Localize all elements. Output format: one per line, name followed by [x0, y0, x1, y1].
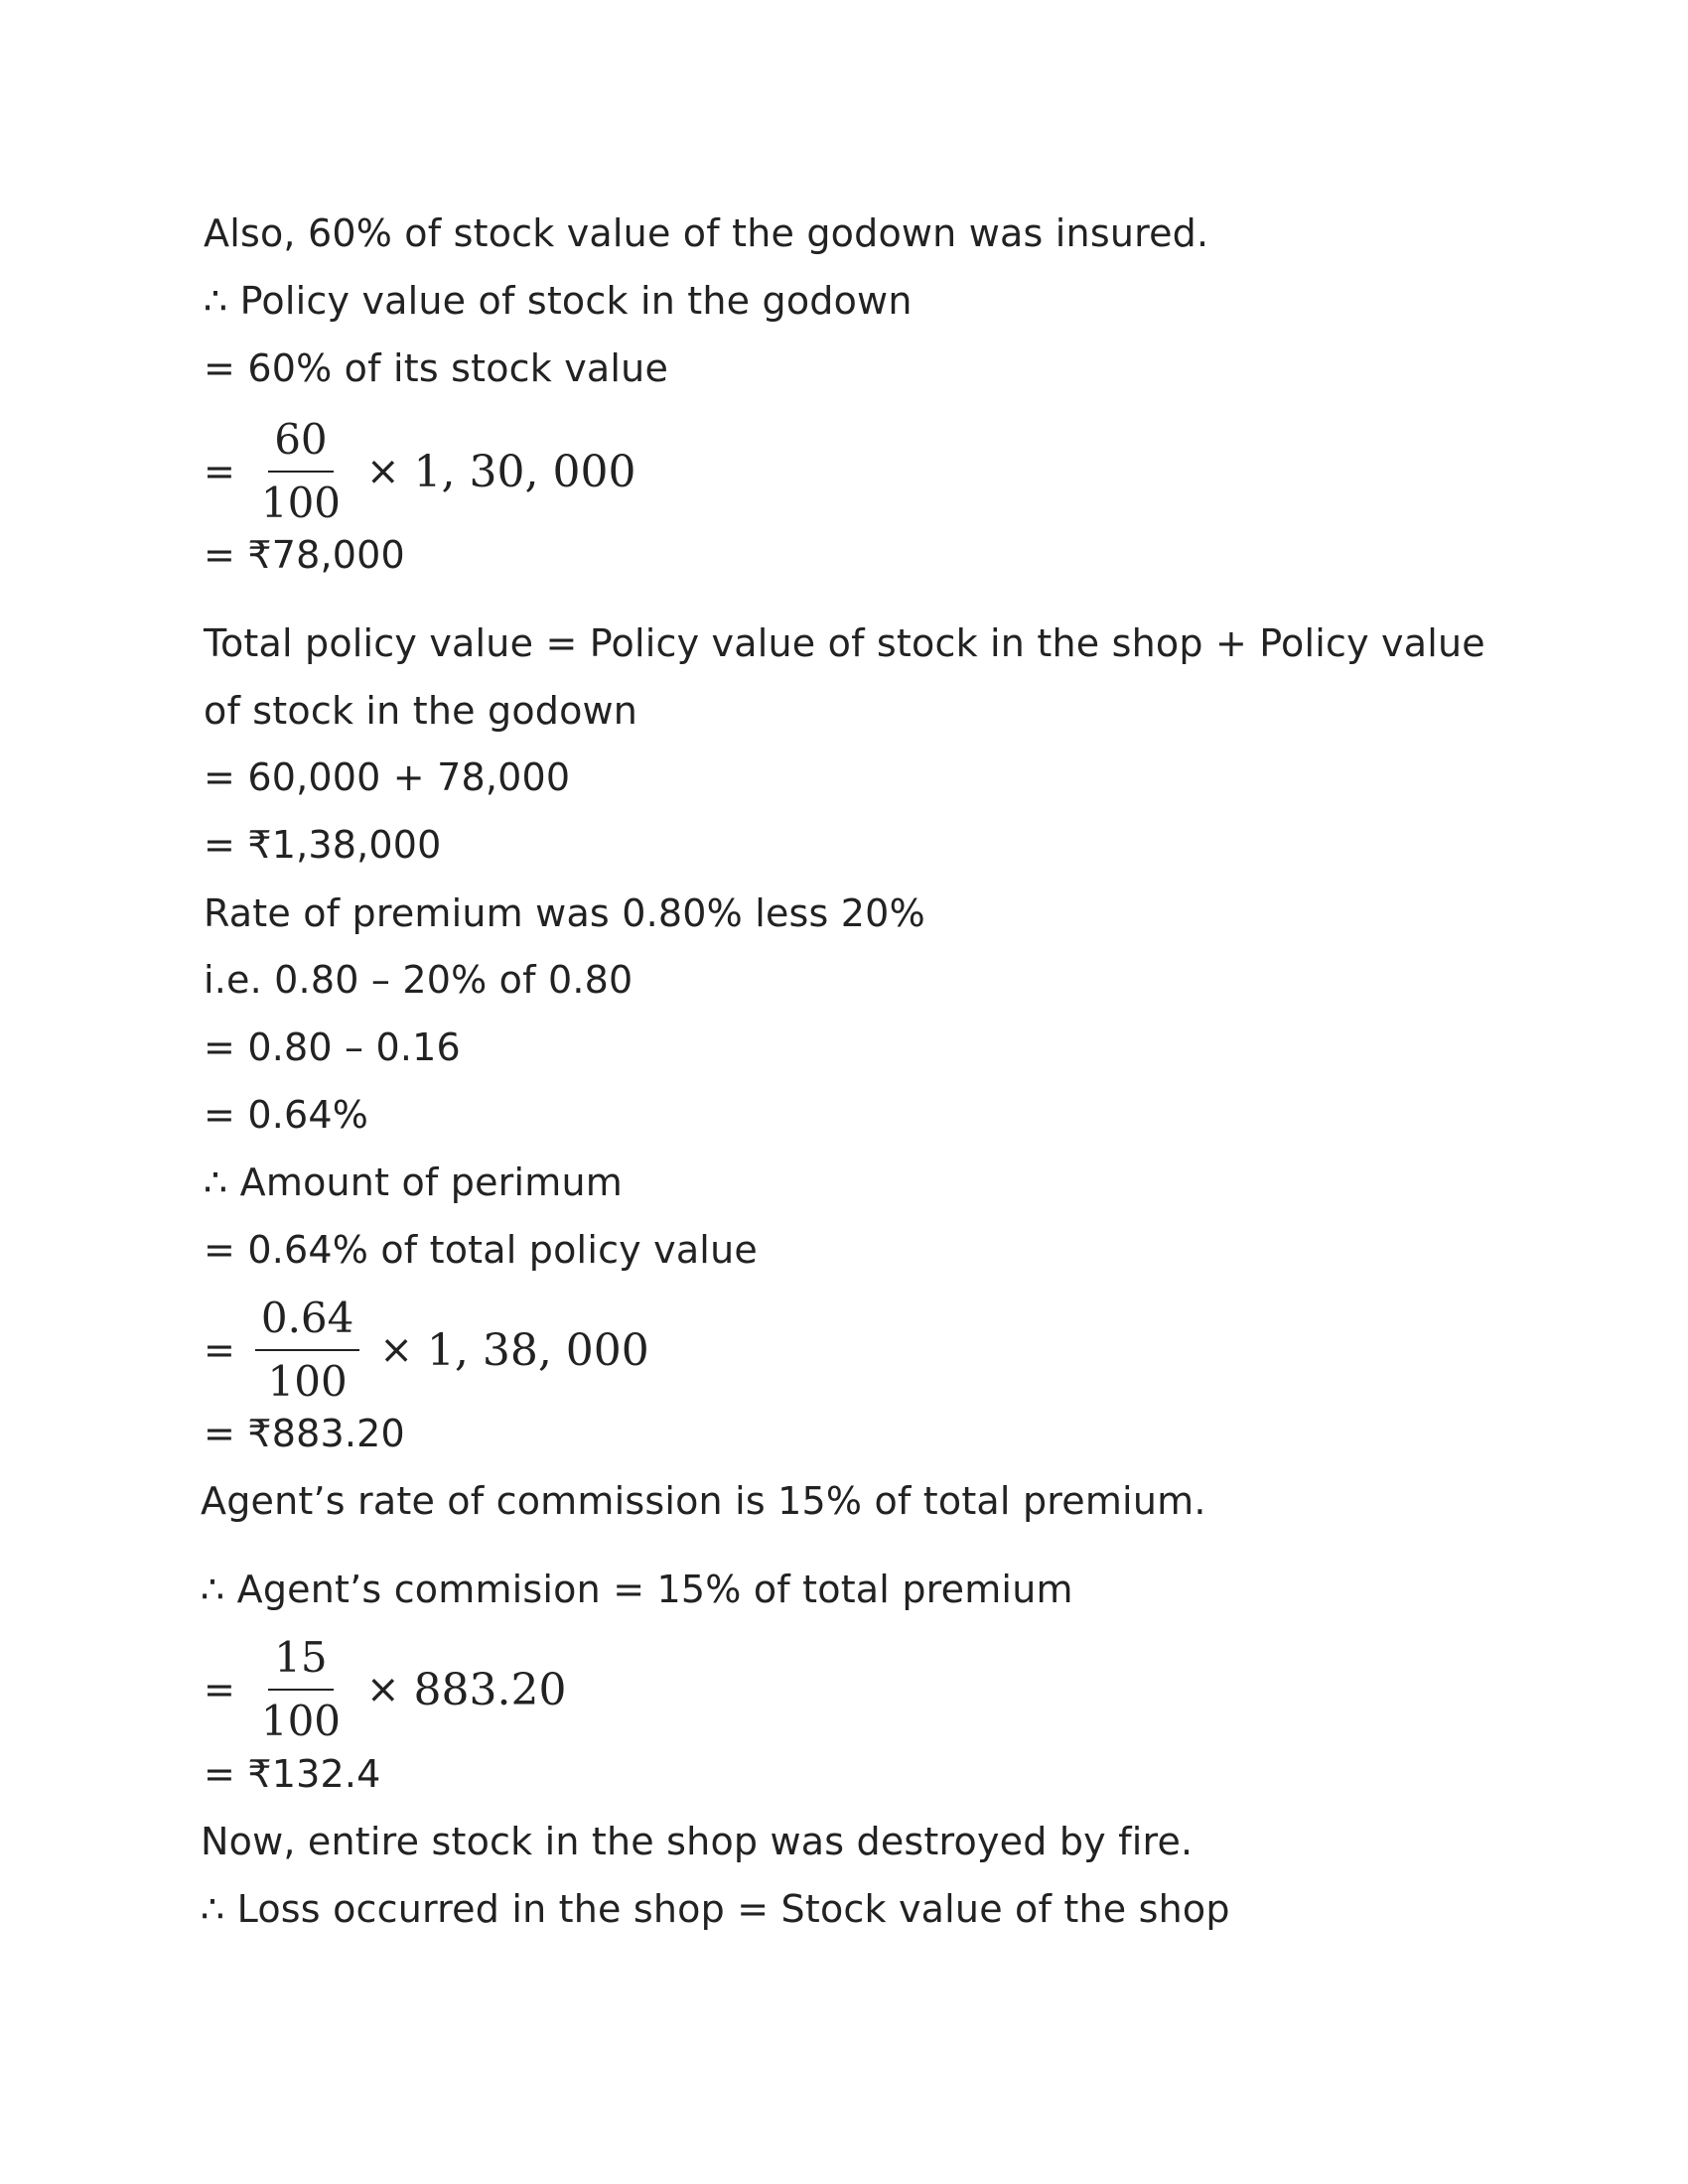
- multiplier-value: 1, 30, 000: [413, 446, 636, 497]
- text-line: ∴ Loss occurred in the shop = Stock value of the shop: [201, 1887, 1230, 1931]
- text-line: = ₹132.4: [204, 1752, 381, 1796]
- multiplier-value: 883.20: [413, 1664, 567, 1715]
- fraction-equation: [204, 402, 635, 541]
- text-line: = ₹883.20: [204, 1412, 405, 1455]
- multiply-sign: ×: [366, 449, 400, 494]
- text-line: = 0.64%: [204, 1093, 369, 1137]
- text-line: i.e. 0.80 – 20% of 0.80: [204, 958, 633, 1002]
- equals-sign: =: [204, 450, 235, 493]
- fraction-numerator: 0.64: [255, 1294, 360, 1351]
- fraction-numerator: 60: [268, 415, 333, 473]
- equals-sign: =: [204, 1668, 235, 1711]
- text-line: Now, entire stock in the shop was destroyed by fire.: [201, 1820, 1194, 1863]
- fraction-denominator: 100: [260, 1697, 342, 1745]
- text-line: Also, 60% of stock value of the godown was insured.: [204, 211, 1209, 255]
- fraction-equation: [204, 1281, 649, 1420]
- text-line: Rate of premium was 0.80% less 20%: [204, 891, 925, 935]
- multiplier-value: 1, 38, 000: [426, 1324, 649, 1376]
- text-line: = 60,000 + 78,000: [204, 755, 571, 799]
- text-line: of stock in the godown: [204, 689, 638, 733]
- multiply-sign: ×: [366, 1667, 400, 1712]
- fraction: [255, 1633, 347, 1746]
- text-line: ∴ Policy value of stock in the godown: [204, 279, 913, 323]
- fraction-equation: [204, 1620, 567, 1759]
- fraction-denominator: 100: [267, 1357, 348, 1406]
- text-line: = 60% of its stock value: [204, 346, 669, 390]
- fraction-numerator: 15: [268, 1633, 333, 1691]
- fraction-denominator: 100: [260, 478, 342, 527]
- text-line: Agent’s rate of commission is 15% of total premium.: [201, 1479, 1206, 1523]
- text-line: ∴ Amount of perimum: [204, 1160, 623, 1204]
- text-line: = ₹78,000: [204, 533, 405, 577]
- text-line: ∴ Agent’s commision = 15% of total premium: [201, 1568, 1073, 1611]
- text-line: = 0.80 – 0.16: [204, 1025, 461, 1069]
- multiply-sign: ×: [379, 1327, 413, 1373]
- fraction: [255, 415, 347, 528]
- equals-sign: =: [204, 1328, 235, 1372]
- text-line: = 0.64% of total policy value: [204, 1228, 758, 1272]
- text-line: = ₹1,38,000: [204, 823, 442, 867]
- text-line: Total policy value = Policy value of stock in the shop + Policy value: [204, 621, 1485, 665]
- fraction: [255, 1294, 360, 1407]
